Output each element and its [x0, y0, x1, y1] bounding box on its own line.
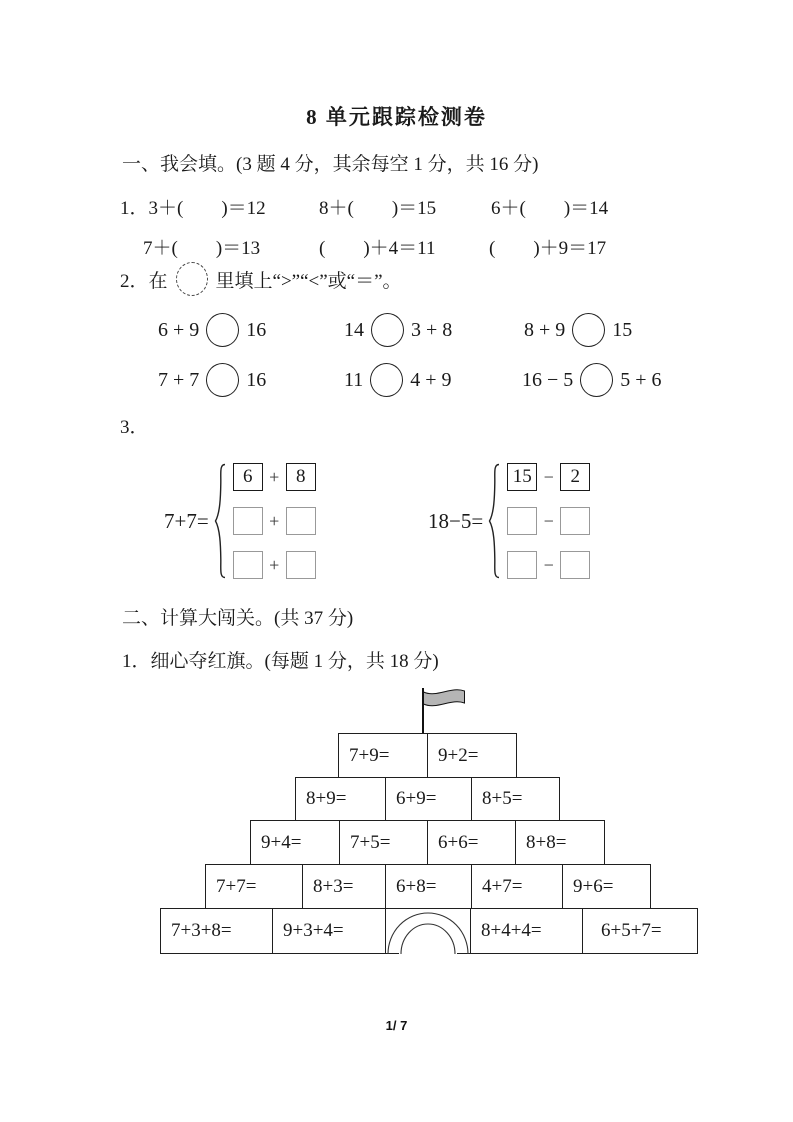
- flag-pyramid: [0, 688, 793, 968]
- comparison-left: 7 + 7: [158, 368, 200, 391]
- operator: +: [269, 466, 280, 487]
- answer-circle: [206, 313, 239, 347]
- answer-box: 8: [286, 463, 316, 491]
- diagram-expression: 7+7=: [164, 508, 209, 533]
- q2-instruction-suffix: 里填上“>”“<”或“＝”。: [215, 270, 402, 292]
- pyramid-cell: 9+3+4=: [272, 908, 386, 954]
- comparison-left: 8 + 9: [524, 318, 566, 341]
- answer-box: 6: [233, 463, 263, 491]
- pyramid-cell: 9+4=: [250, 820, 340, 865]
- comparison-right: 4 + 9: [410, 368, 452, 391]
- page-title: 8 单元跟踪检测卷: [306, 105, 487, 129]
- q3-label: 3．: [120, 417, 149, 438]
- pyramid-cell: 8+5=: [471, 777, 560, 821]
- answer-box: [507, 507, 537, 535]
- pyramid-cell: 9+2=: [427, 733, 517, 778]
- comparison-right: 3 + 8: [411, 318, 453, 341]
- curly-brace-icon: [213, 463, 226, 579]
- decomposition-row: [507, 551, 590, 579]
- operator: −: [543, 510, 554, 531]
- q1-equation: ( )＋9＝17: [489, 238, 607, 259]
- comparison-left: 14: [344, 318, 364, 341]
- pyramid-arch-cell: [385, 908, 471, 954]
- q1-equation: 1．3＋( )＝12: [120, 198, 266, 219]
- pyramid-cell: 7+5=: [339, 820, 428, 865]
- pyramid-cell: 8+8=: [515, 820, 605, 865]
- answer-box: 15: [507, 463, 537, 491]
- page-number: 1/ 7: [385, 1018, 408, 1033]
- q1-equation: ( )＋4＝11: [319, 238, 436, 259]
- decomposition-diagram-right: [428, 462, 590, 580]
- section1-heading: 一、我会填。(3 题 4 分，其余每空 1 分，共 16 分): [122, 154, 539, 175]
- pyramid-cell: 8+9=: [295, 777, 386, 821]
- arch-gate-icon: [385, 908, 471, 955]
- comparison-right: 15: [612, 318, 633, 341]
- pyramid-cell: 6+6=: [427, 820, 516, 865]
- operator: −: [543, 554, 554, 575]
- comparison-item: [344, 313, 452, 347]
- answer-circle: [370, 363, 403, 397]
- flag-icon: [423, 688, 465, 710]
- answer-box: [560, 551, 590, 579]
- answer-circle: [371, 313, 404, 347]
- q2-instruction-prefix: 2．在: [120, 270, 168, 292]
- answer-box: [507, 551, 537, 579]
- answer-box: [286, 507, 316, 535]
- comparison-left: 16 − 5: [522, 368, 574, 391]
- pyramid-cell: 9+6=: [562, 864, 651, 909]
- diagram-expression: 18−5=: [428, 508, 484, 533]
- pyramid-cell: 6+8=: [385, 864, 472, 909]
- comparison-left: 6 + 9: [158, 318, 200, 341]
- comparison-item: [158, 313, 266, 347]
- comparison-item: [344, 363, 452, 397]
- comparison-item: [524, 313, 632, 347]
- answer-circle: [580, 363, 613, 397]
- curly-brace-icon: [487, 463, 500, 579]
- pyramid-cell: 8+4+4=: [470, 908, 583, 954]
- answer-box: [233, 507, 263, 535]
- decomposition-row: [233, 463, 316, 491]
- comparison-right: 5 + 6: [620, 368, 662, 391]
- pyramid-cell: 7+9=: [338, 733, 428, 778]
- decomposition-row: [507, 463, 590, 491]
- operator: +: [269, 510, 280, 531]
- answer-box: [233, 551, 263, 579]
- answer-box: [286, 551, 316, 579]
- decomposition-diagram-left: [164, 462, 316, 580]
- comparison-item: [158, 363, 266, 397]
- answer-circle: [572, 313, 605, 347]
- answer-box: 2: [560, 463, 590, 491]
- decomposition-row: [507, 507, 590, 535]
- comparison-right: 16: [246, 318, 267, 341]
- q1-equation: 8＋( )＝15: [319, 198, 437, 219]
- dashed-circle-icon: [176, 262, 208, 296]
- operator: −: [543, 466, 554, 487]
- section2-heading: 二、计算大闯关。(共 37 分): [122, 608, 354, 629]
- q1-equation: 6＋( )＝14: [491, 198, 609, 219]
- answer-circle: [206, 363, 239, 397]
- pyramid-cell: 6+5+7=: [582, 908, 698, 954]
- section2-q1-heading: 1．细心夺红旗。(每题 1 分，共 18 分): [122, 651, 439, 672]
- pyramid-cell: 6+9=: [385, 777, 472, 821]
- answer-box: [560, 507, 590, 535]
- pyramid-cell: 4+7=: [471, 864, 563, 909]
- comparison-right: 16: [246, 368, 267, 391]
- q1-equation: 7＋( )＝13: [143, 238, 261, 259]
- comparison-left: 11: [344, 368, 364, 391]
- operator: +: [269, 554, 280, 575]
- decomposition-row: [233, 551, 316, 579]
- pyramid-cell: 7+7=: [205, 864, 303, 909]
- decomposition-row: [233, 507, 316, 535]
- pyramid-cell: 7+3+8=: [160, 908, 273, 954]
- pyramid-cell: 8+3=: [302, 864, 386, 909]
- comparison-item: [522, 363, 662, 397]
- q2-instruction: [120, 262, 402, 296]
